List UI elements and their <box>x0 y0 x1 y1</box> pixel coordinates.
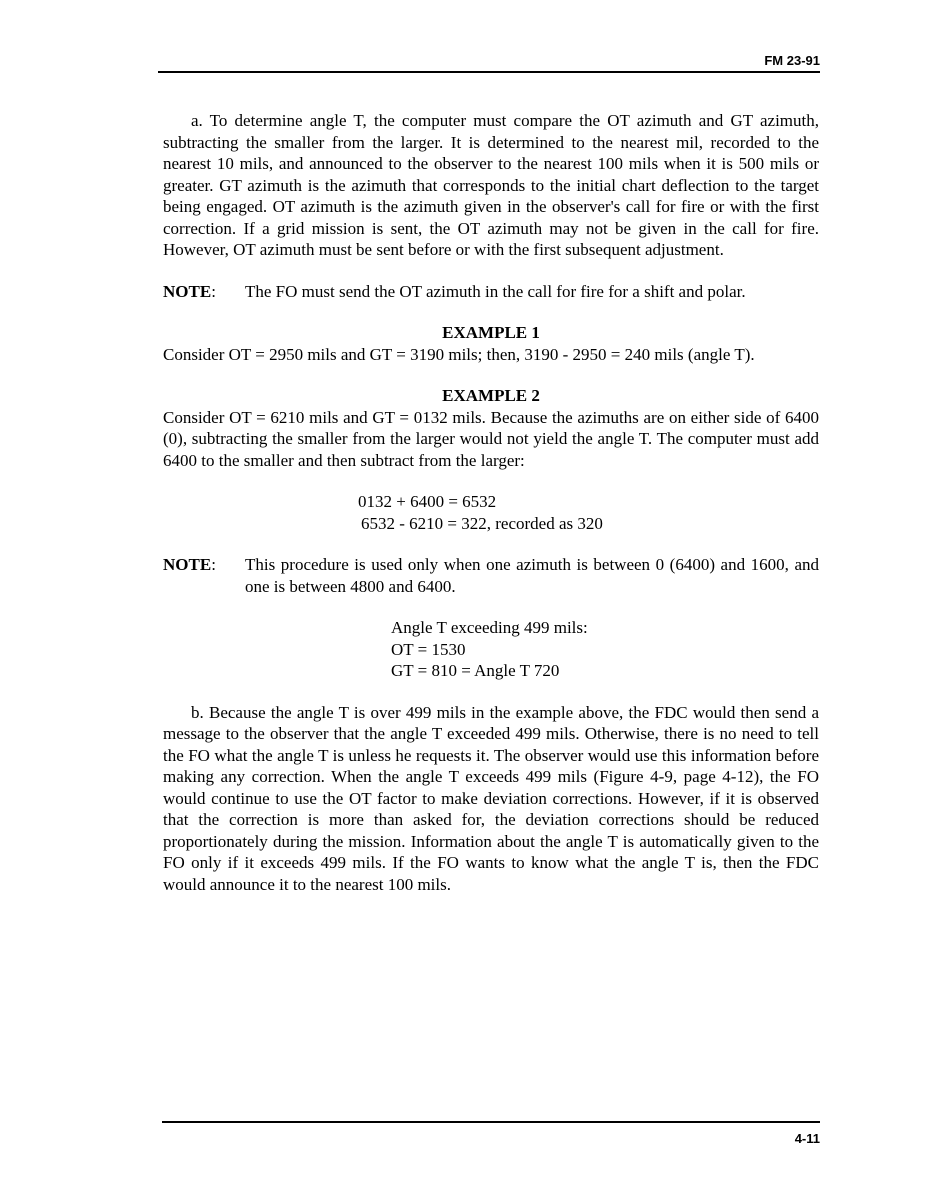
note-1-text: The FO must send the OT azimuth in the call for fire for a shift and polar. <box>245 281 746 301</box>
example-2-title: EXAMPLE 2 <box>442 386 540 405</box>
note-2-colon: : <box>211 555 216 574</box>
angle-example-line-3: GT = 810 = Angle T 720 <box>391 661 560 680</box>
calculation-block <box>358 491 819 534</box>
example-1-title: EXAMPLE 1 <box>442 323 540 342</box>
example-1-text: Consider OT = 2950 mils and GT = 3190 mils; then, 3190 - 2950 = 240 mils (angle T). <box>163 344 755 364</box>
note-1-label <box>163 281 245 303</box>
page-footer <box>162 1121 820 1146</box>
paragraph-b: b. Because the angle T is over 499 mils in the example above, the FDC would then send a message to the observer that the angle T exceeded 499 mils. Otherwise, there is no need to tell the FO what the angle T is unless he requests it. The observer would use this information before making any correction. When the angle T exceeds 499 mils (Figure 4-9, page 4-12), the FO would continue to use the OT factor to make deviation corrections. However, if it is observed that the correction is more than asked for, the deviation corrections should be reduced proportionately during the mission. Information about the angle T is automatically given to the FO only if it exceeds 499 mils. If the FO wants to know what the angle T is, then the FDC would announce it to the nearest 100 mils. <box>163 702 819 894</box>
note-2-label-text: NOTE <box>163 555 212 574</box>
note-1-label-text: NOTE <box>163 281 212 301</box>
note-2 <box>163 554 819 597</box>
angle-example-block <box>391 617 819 682</box>
note-1-colon: : <box>211 281 216 301</box>
note-2-label <box>163 554 245 597</box>
example-2-text: Consider OT = 6210 mils and GT = 0132 mils. Because the azimuths are on either side of 6400 (0), subtracting the smaller from the larger would not yield the angle T. The computer must add 6400 to the smaller and then subtract from the larger: <box>163 407 819 470</box>
page-number: 4-11 <box>794 1131 820 1146</box>
page-header <box>158 54 820 73</box>
calculation-line-2: 6532 - 6210 = 322, recorded as 320 <box>361 513 603 533</box>
angle-example-line-2: OT = 1530 <box>391 639 466 659</box>
page-content <box>163 110 819 895</box>
calculation-line-1: 0132 + 6400 = 6532 <box>358 492 497 511</box>
header-label: FM 23-91 <box>764 53 820 68</box>
paragraph-a: a. To determine angle T, the computer must compare the OT azimuth and GT azimuth, subtracting the smaller from the larger. It is determined to the nearest mil, recorded to the nearest 10 mils, and announced to the observer to the nearest 100 mils when it is 500 mils or greater. GT azimuth is the azimuth that corresponds to the initial chart deflection to the target being engaged. OT azimuth is the azimuth given in the observer's call for fire or with the first correction. If a grid mission is sent, the OT azimuth may not be given in the call for fire. However, OT azimuth must be sent before or with the first subsequent adjustment. <box>163 111 819 259</box>
angle-example-line-1: Angle T exceeding 499 mils: <box>391 618 588 637</box>
note-2-text: This procedure is used only when one azimuth is between 0 (6400) and 1600, and one is between 4800 and 6400. <box>245 555 819 596</box>
note-1 <box>163 281 819 303</box>
